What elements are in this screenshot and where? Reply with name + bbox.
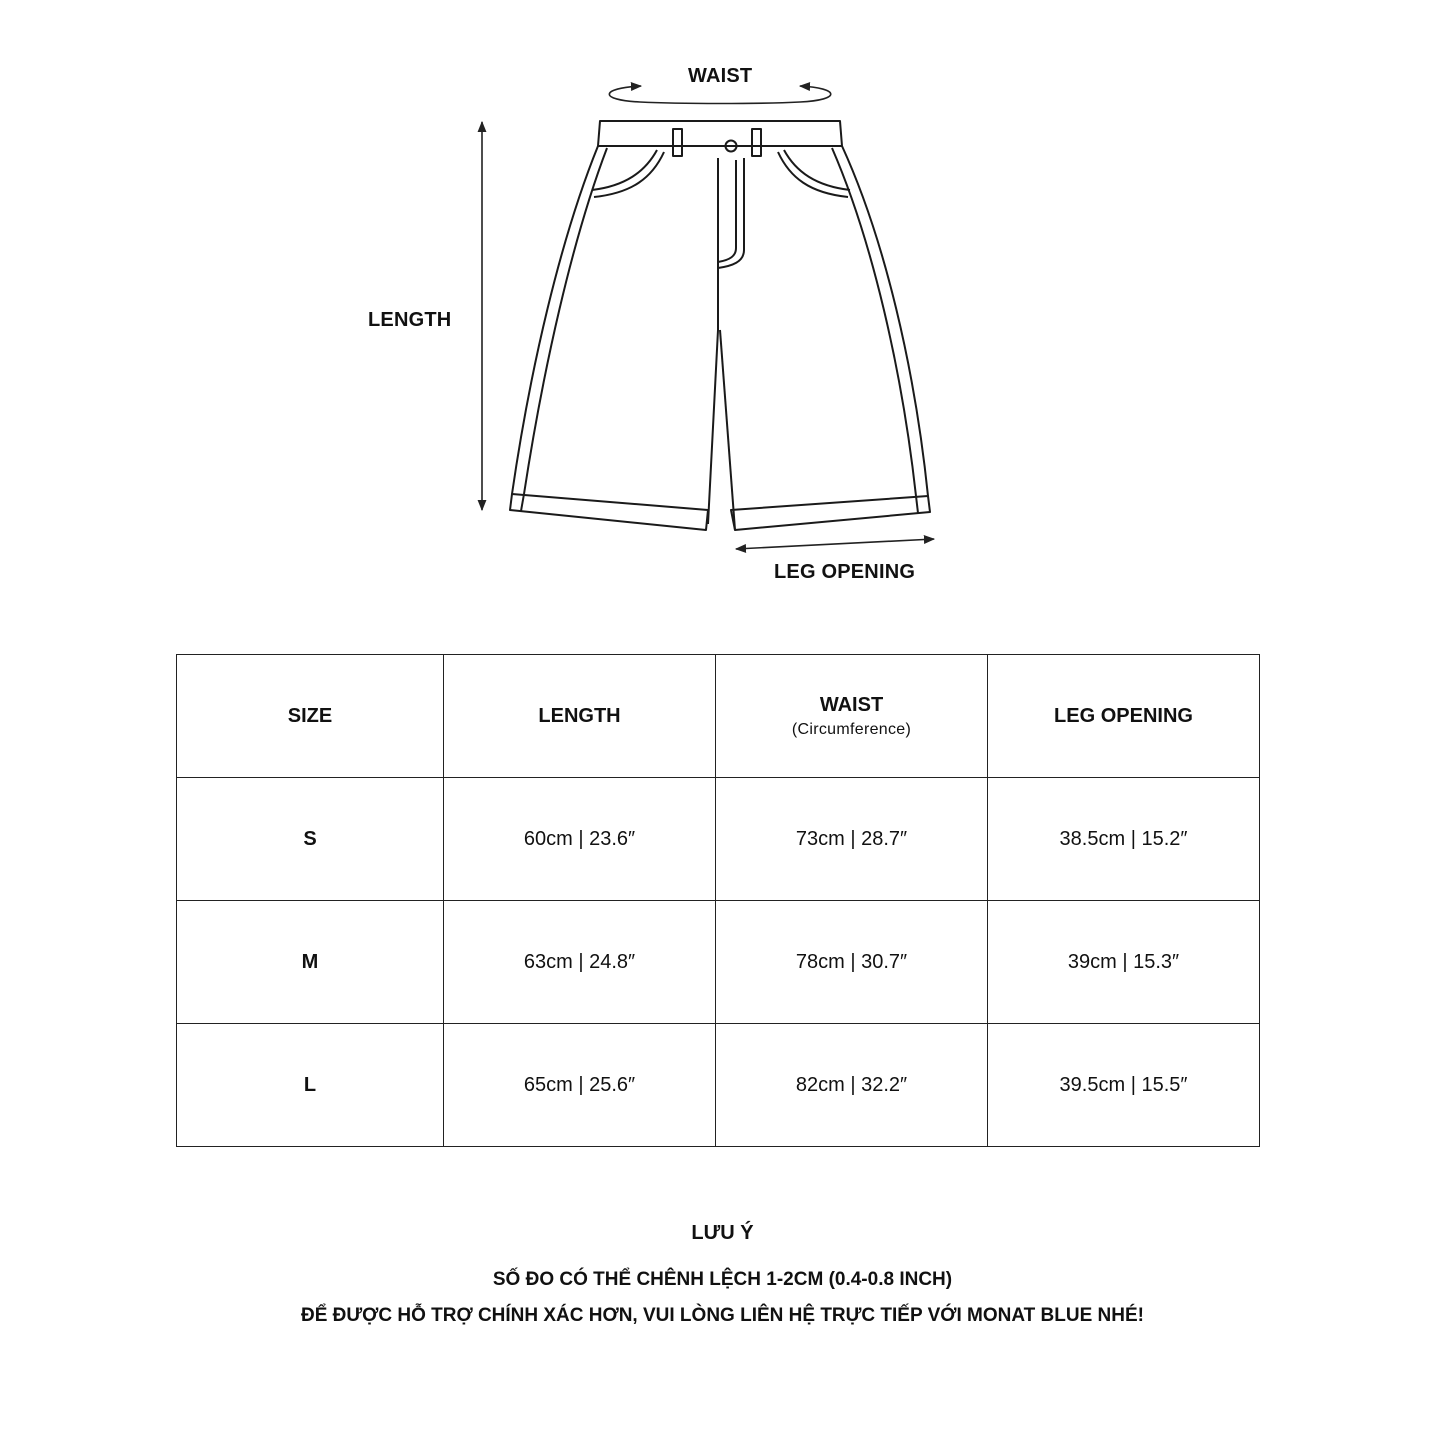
waist-cell: 78cm | 30.7″ xyxy=(716,901,988,1024)
waist-cell: 82cm | 32.2″ xyxy=(716,1024,988,1147)
header-size: SIZE xyxy=(177,655,444,778)
table-header-row xyxy=(177,655,1260,778)
size-cell: S xyxy=(177,778,444,901)
table-row xyxy=(177,901,1260,1024)
header-waist-sub: (Circumference) xyxy=(791,720,912,738)
size-cell: L xyxy=(177,1024,444,1147)
header-waist xyxy=(716,655,988,778)
size-chart-table xyxy=(176,654,1260,1147)
leg-opening-cell: 38.5cm | 15.2″ xyxy=(988,778,1260,901)
size-cell: M xyxy=(177,901,444,1024)
shorts-outline xyxy=(510,121,930,530)
note-title: LƯU Ý xyxy=(691,1222,754,1244)
waist-label: WAIST xyxy=(688,65,753,87)
leg-opening-cell: 39.5cm | 15.5″ xyxy=(988,1024,1260,1147)
waist-arrow xyxy=(609,86,830,104)
header-leg-opening: LEG OPENING xyxy=(988,655,1260,778)
table-row xyxy=(177,778,1260,901)
note-line-1: SỐ ĐO CÓ THỂ CHÊNH LỆCH 1-2CM (0.4-0.8 INCH) xyxy=(492,1269,953,1290)
header-waist-label: WAIST xyxy=(819,693,884,716)
shorts-illustration xyxy=(0,0,1445,620)
shorts-measurement-diagram xyxy=(0,0,1445,620)
length-cell: 60cm | 23.6″ xyxy=(444,778,716,901)
length-cell: 63cm | 24.8″ xyxy=(444,901,716,1024)
length-label: LENGTH xyxy=(368,309,452,331)
header-length: LENGTH xyxy=(444,655,716,778)
table-row xyxy=(177,1024,1260,1147)
leg-opening-arrow xyxy=(736,539,934,549)
waist-cell: 73cm | 28.7″ xyxy=(716,778,988,901)
leg-opening-label: LEG OPENING xyxy=(774,561,916,583)
length-cell: 65cm | 25.6″ xyxy=(444,1024,716,1147)
note-line-2: ĐỂ ĐƯỢC HỖ TRỢ CHÍNH XÁC HƠN, VUI LÒNG LIÊN HỆ TRỰC TIẾP VỚI MONAT BLUE NHÉ! xyxy=(300,1305,1144,1326)
leg-opening-cell: 39cm | 15.3″ xyxy=(988,901,1260,1024)
